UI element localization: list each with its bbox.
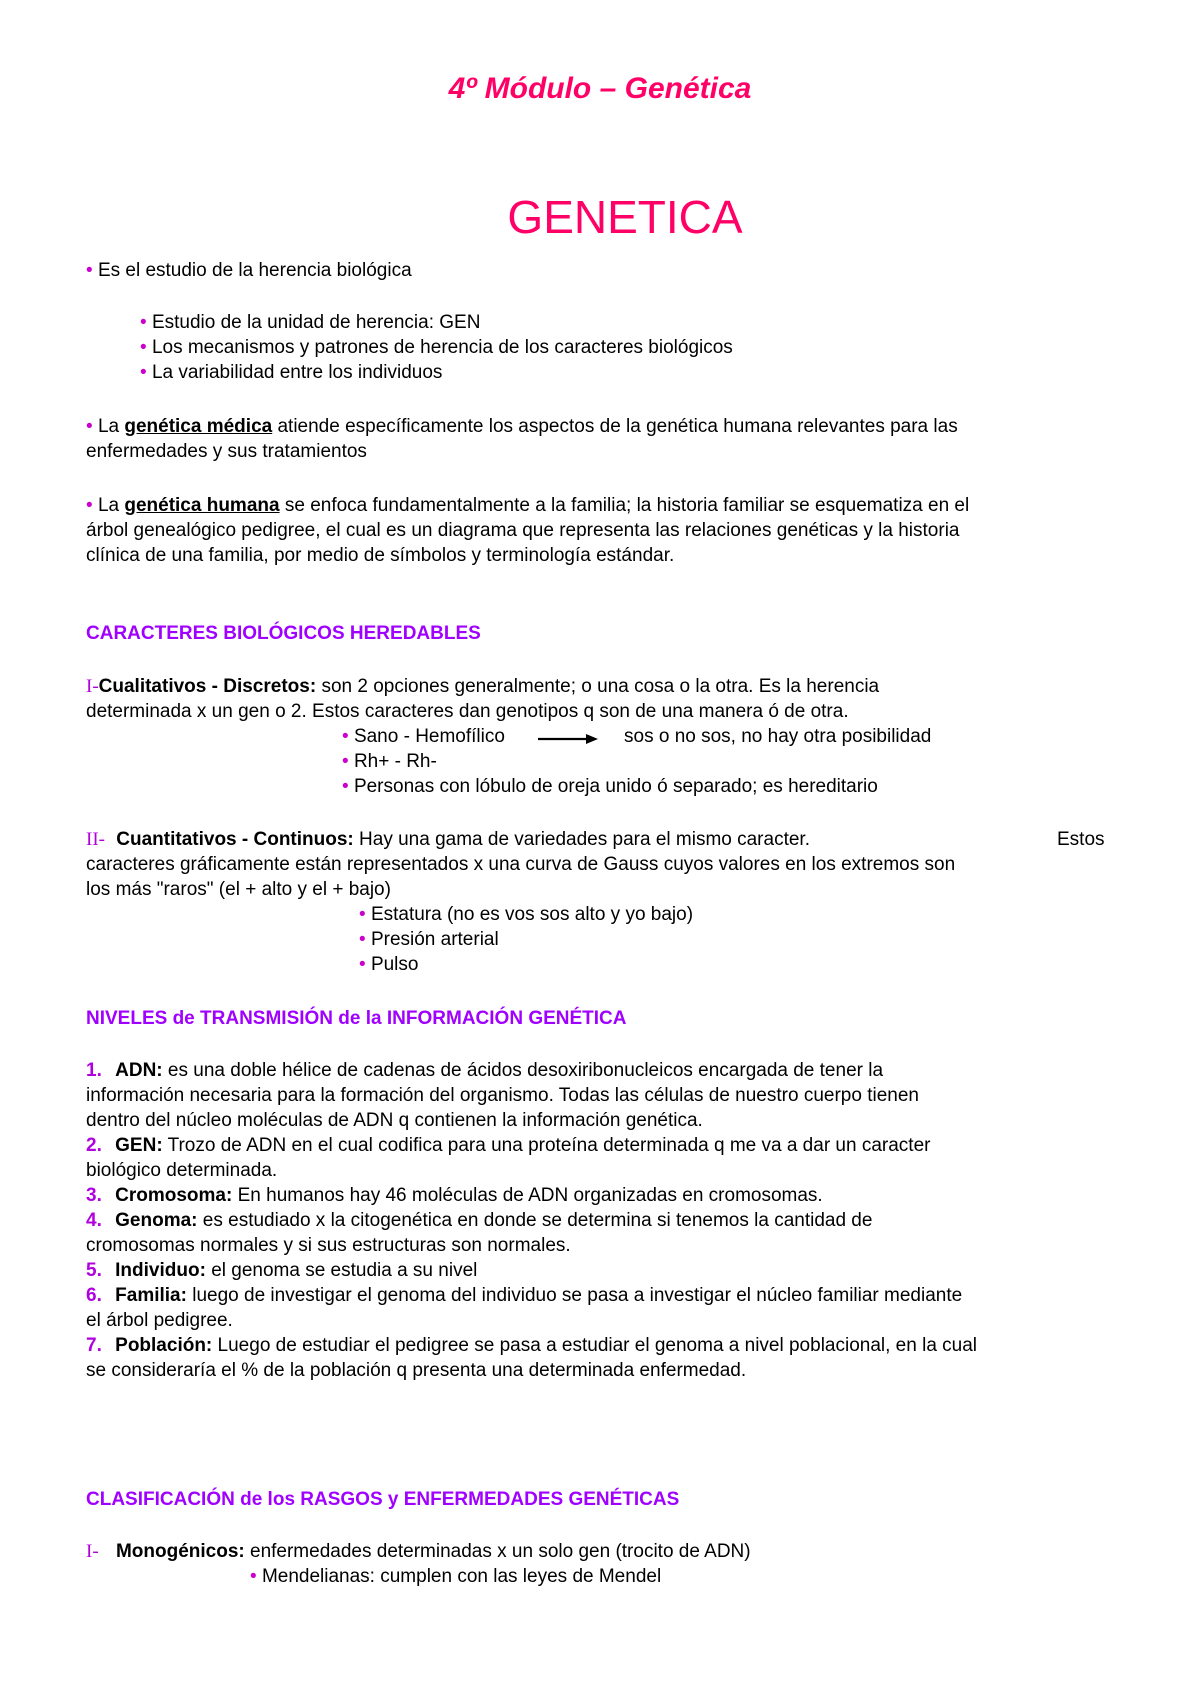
genetica-humana-line1 — [86, 493, 969, 518]
bullet-icon: • — [86, 495, 93, 516]
nivel-7-line2: se consideraría el % de la población q presenta una determinada enfermedad. — [86, 1360, 747, 1381]
bullet-icon: • — [140, 312, 147, 333]
list-item-text: La variabilidad entre los individuos — [151, 362, 443, 383]
nivel-7-line1 — [86, 1333, 977, 1358]
item-number: 5. — [86, 1260, 102, 1281]
bullet-icon: • — [359, 904, 366, 925]
section-heading-clasificacion: CLASIFICACIÓN de los RASGOS y ENFERMEDADES GENÉTICAS — [86, 1489, 680, 1510]
nivel-text: Luego de estudiar el pedigree se pasa a estudiar el genoma a nivel poblacional, en la cual — [217, 1335, 978, 1356]
nivel-label: Población: — [115, 1335, 213, 1356]
list-item — [140, 335, 733, 360]
nivel-4-line1 — [86, 1208, 872, 1233]
list-item-presion — [359, 927, 499, 952]
nivel-4-line2: cromosomas normales y si sus estructuras son normales. — [86, 1235, 571, 1256]
list-item-mendelianas — [250, 1564, 661, 1589]
genetica-humana-line2: árbol genealógico pedigree, el cual es un diagrama que representa las relaciones genéticas y la historia — [86, 520, 960, 541]
medica-pre: La — [97, 416, 120, 437]
cualitativos-text: son 2 opciones generalmente; o una cosa o la otra. Es la herencia — [321, 676, 880, 697]
bullet-icon: • — [86, 260, 93, 281]
item-number: 4. — [86, 1210, 102, 1231]
roman-numeral: II- — [86, 829, 105, 850]
bullet-icon: • — [342, 726, 349, 747]
list-item-text: Mendelianas: cumplen con las leyes de Mendel — [261, 1566, 662, 1587]
nivel-text: luego de investigar el genoma del individuo se pasa a investigar el núcleo familiar mediante — [192, 1285, 963, 1306]
bullet-icon: • — [140, 362, 147, 383]
humana-pre: La — [97, 495, 120, 516]
genetica-humana-line3: clínica de una familia, por medio de símbolos y terminología estándar. — [86, 545, 675, 566]
cualitativos-label: Cualitativos - Discretos: — [98, 676, 317, 697]
roman-numeral: I- — [86, 1541, 99, 1562]
genetica-medica-term: genética médica — [124, 416, 273, 437]
genetica-medica-line1 — [86, 414, 958, 439]
sano-consequence: sos o no sos, no hay otra posibilidad — [624, 726, 932, 747]
nivel-5-line1 — [86, 1258, 477, 1283]
item-number: 3. — [86, 1185, 102, 1206]
nivel-text: Trozo de ADN en el cual codifica para una proteína determinada q me va a dar un caracter — [167, 1135, 931, 1156]
definition-text: Es el estudio de la herencia biológica — [97, 260, 412, 281]
nivel-label: Familia: — [115, 1285, 187, 1306]
item-number: 7. — [86, 1335, 102, 1356]
list-item-sano — [342, 724, 505, 749]
cuantitativos-line2: caracteres gráficamente están representados x una curva de Gauss cuyos valores en los extremos son — [86, 854, 956, 875]
medica-rest: atiende específicamente los aspectos de la genética humana relevantes para las — [277, 416, 958, 437]
bullet-icon: • — [250, 1566, 257, 1587]
roman-numeral: I- — [86, 676, 99, 697]
bullet-icon: • — [342, 751, 349, 772]
list-item-rh — [342, 749, 437, 774]
monogenicos-line — [86, 1539, 751, 1564]
nivel-label: ADN: — [115, 1060, 163, 1081]
list-item — [140, 310, 480, 335]
list-item-pulso — [359, 952, 418, 977]
humana-rest: se enfoca fundamentalmente a la familia; la historia familiar se esquematiza en el — [284, 495, 970, 516]
nivel-1-line2: información necesaria para la formación del organismo. Todas las células de nuestro cuerpo tienen — [86, 1085, 919, 1106]
monogenicos-text: enfermedades determinadas x un solo gen (trocito de ADN) — [250, 1541, 751, 1562]
cuantitativos-text: Hay una gama de variedades para el mismo caracter. — [359, 829, 810, 850]
nivel-6-line2: el árbol pedigree. — [86, 1310, 233, 1331]
nivel-label: Genoma: — [115, 1210, 198, 1231]
cuantitativos-line1 — [86, 827, 810, 852]
nivel-label: Individuo: — [115, 1260, 206, 1281]
cuantitativos-label: Cuantitativos - Continuos: — [116, 829, 354, 850]
section-heading-heredables: CARACTERES BIOLÓGICOS HEREDABLES — [86, 623, 481, 644]
list-item — [140, 360, 442, 385]
section-heading-niveles: NIVELES de TRANSMISIÓN de la INFORMACIÓN GENÉTICA — [86, 1008, 627, 1029]
nivel-3-line1 — [86, 1183, 823, 1208]
nivel-2-line1 — [86, 1133, 930, 1158]
nivel-text: es estudiado x la citogenética en donde se determina si tenemos la cantidad de — [202, 1210, 873, 1231]
item-number: 6. — [86, 1285, 102, 1306]
bullet-icon: • — [86, 416, 93, 437]
list-item-text: Sano - Hemofílico — [353, 726, 505, 747]
cuantitativos-line1-tail: Estos — [1057, 829, 1105, 850]
list-item-estatura — [359, 902, 693, 927]
bullet-icon: • — [140, 337, 147, 358]
cuantitativos-line3: los más "raros" (el + alto y el + bajo) — [86, 879, 391, 900]
nivel-label: GEN: — [115, 1135, 163, 1156]
bullet-icon: • — [359, 954, 366, 975]
item-number: 1. — [86, 1060, 102, 1081]
monogenicos-label: Monogénicos: — [115, 1541, 245, 1562]
list-item-text: Los mecanismos y patrones de herencia de los caracteres biológicos — [151, 337, 733, 358]
cualitativos-line2: determinada x un gen o 2. Estos caracteres dan genotipos q son de una manera ó de otra. — [86, 701, 849, 722]
arrow-right-icon — [538, 733, 600, 745]
nivel-text: el genoma se estudia a su nivel — [211, 1260, 478, 1281]
item-number: 2. — [86, 1135, 102, 1156]
nivel-text: En humanos hay 46 moléculas de ADN organizadas en cromosomas. — [237, 1185, 823, 1206]
nivel-1-line3: dentro del núcleo moléculas de ADN q contienen la información genética. — [86, 1110, 703, 1131]
nivel-2-line2: biológico determinada. — [86, 1160, 278, 1181]
list-item-text: Presión arterial — [370, 929, 499, 950]
nivel-6-line1 — [86, 1283, 962, 1308]
nivel-text: es una doble hélice de cadenas de ácidos desoxiribonucleicos encargada de tener la — [167, 1060, 884, 1081]
bullet-icon: • — [359, 929, 366, 950]
page-title: GENETICA — [507, 191, 743, 243]
genetica-humana-term: genética humana — [124, 495, 280, 516]
list-item-text: Pulso — [370, 954, 419, 975]
list-item-text: Estudio de la unidad de herencia: GEN — [151, 312, 481, 333]
bullet-icon: • — [342, 776, 349, 797]
genetica-medica-line2: enfermedades y sus tratamientos — [86, 441, 367, 462]
list-item-text: Personas con lóbulo de oreja unido ó separado; es hereditario — [353, 776, 878, 797]
nivel-1-line1 — [86, 1058, 883, 1083]
cualitativos-line1 — [86, 674, 879, 699]
module-title: 4º Módulo – Genética — [448, 72, 752, 105]
list-item-text: Rh+ - Rh- — [353, 751, 437, 772]
definition-line — [86, 258, 412, 283]
nivel-label: Cromosoma: — [115, 1185, 233, 1206]
list-item-text: Estatura (no es vos sos alto y yo bajo) — [370, 904, 694, 925]
list-item-lobulo — [342, 774, 878, 799]
